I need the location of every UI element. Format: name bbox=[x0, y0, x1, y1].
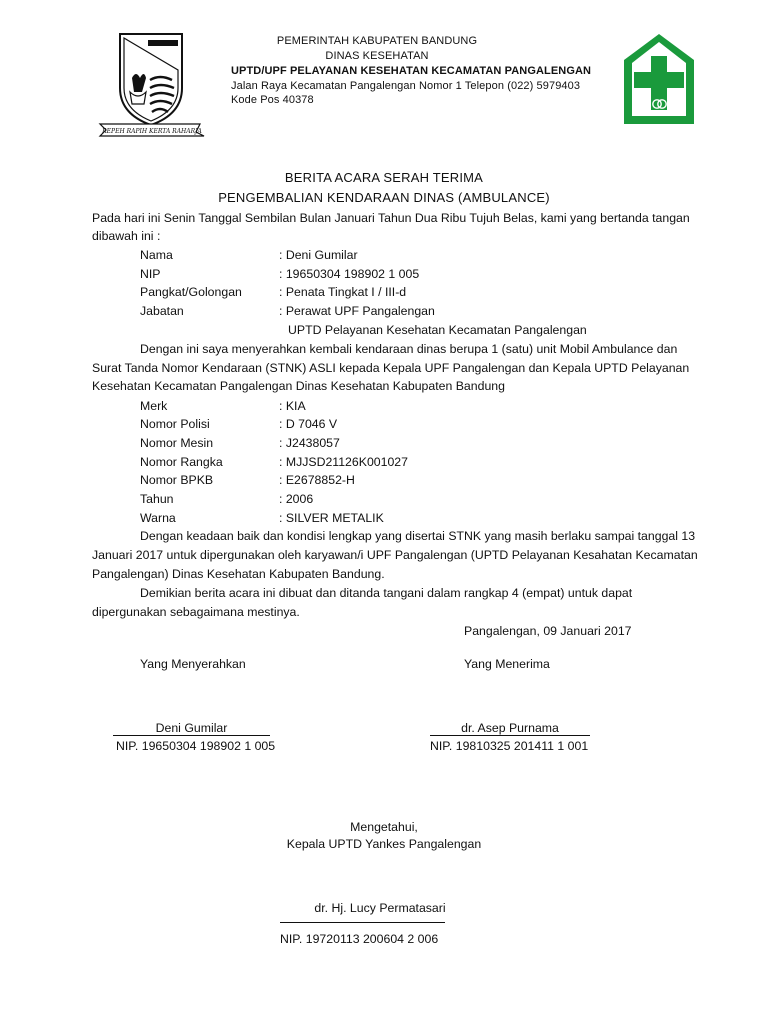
vehicle-label-warna: Warna bbox=[140, 511, 176, 525]
vehicle-value-nomor-polisi: : D 7046 V bbox=[279, 417, 338, 431]
vehicle-label-tahun: Tahun bbox=[140, 492, 174, 506]
paragraph2-line3: Pangalengan) Dinas Kesehatan Kabupaten Bandung. bbox=[92, 567, 385, 581]
intro-line1: Pada hari ini Senin Tanggal Sembilan Bulan Januari Tahun Dua Ribu Tujuh Belas, kami yang bertanda tangan bbox=[92, 211, 690, 225]
signer-left-nip: NIP. 19650304 198902 1 005 bbox=[116, 739, 276, 753]
document-title-line1: BERITA ACARA SERAH TERIMA bbox=[284, 170, 484, 185]
paragraph3-line1: Demikian berita acara ini dibuat dan ditanda tangani dalam rangkap 4 (empat) untuk dapat bbox=[140, 586, 633, 600]
intro-line2: dibawah ini : bbox=[92, 229, 161, 243]
field-value-nama: : Deni Gumilar bbox=[279, 248, 358, 262]
vehicle-value-merk: : KIA bbox=[279, 399, 306, 413]
header-line-pemerintah: PEMERINTAH KABUPATEN BANDUNG bbox=[276, 35, 478, 47]
place-date: Pangalengan, 09 Januari 2017 bbox=[464, 624, 632, 638]
field-label-nip: NIP bbox=[140, 267, 161, 281]
head-signature-line bbox=[280, 922, 445, 923]
header-line-address: Jalan Raya Kecamatan Pangalengan Nomor 1 Telepon (022) 5979403 bbox=[231, 80, 581, 92]
vehicle-value-warna: : SILVER METALIK bbox=[279, 511, 384, 525]
field-value-pangkat: : Penata Tingkat I / III-d bbox=[279, 285, 407, 299]
field-label-jabatan: Jabatan bbox=[140, 304, 184, 318]
paragraph1-line3: Kesehatan Kecamatan Pangalengan Dinas Kesehatan Kabupaten Bandung bbox=[92, 379, 505, 393]
acknowledged-role: Kepala UPTD Yankes Pangalengan bbox=[286, 837, 482, 851]
logo-motto: REPEH RAPIH KERTA RAHARJA bbox=[102, 128, 202, 135]
vehicle-value-nomor-bpkb: : E2678852-H bbox=[279, 473, 355, 487]
vehicle-label-nomor-rangka: Nomor Rangka bbox=[140, 455, 223, 469]
document-title-line2: PENGEMBALIAN KENDARAAN DINAS (AMBULANCE) bbox=[218, 190, 550, 205]
paragraph2-line1: Dengan keadaan baik dan kondisi lengkap yang disertai STNK yang masih berlaku sampai tanggal 13 bbox=[140, 529, 696, 543]
signer-right-nip: NIP. 19810325 201411 1 001 bbox=[430, 739, 589, 753]
vehicle-value-tahun: : 2006 bbox=[279, 492, 314, 506]
field-value-jabatan: : Perawat UPF Pangalengan bbox=[279, 304, 435, 318]
signer-left-role: Yang Menyerahkan bbox=[140, 657, 246, 671]
vehicle-value-nomor-mesin: : J2438057 bbox=[279, 436, 340, 450]
signer-right-name: dr. Asep Purnama bbox=[430, 721, 590, 736]
paragraph1-line1: Dengan ini saya menyerahkan kembali kendaraan dinas berupa 1 (satu) unit Mobil Ambulance dan bbox=[140, 342, 678, 356]
header-line-dinas: DINAS KESEHATAN bbox=[325, 50, 429, 62]
vehicle-label-nomor-mesin: Nomor Mesin bbox=[140, 436, 214, 450]
header-line-uptd: UPTD/UPF PELAYANAN KESEHATAN KECAMATAN PANGALENGAN bbox=[231, 65, 592, 77]
paragraph3-line2: dipergunakan sebagaimana mestinya. bbox=[92, 605, 300, 619]
paragraph2-line2: Januari 2017 untuk dipergunakan oleh karyawan/i UPF Pangalengan (UPTD Pelayanan Kesahatan Kecamatan bbox=[92, 548, 698, 562]
kabupaten-bandung-logo bbox=[92, 30, 212, 138]
vehicle-value-nomor-rangka: : MJJSD21126K001027 bbox=[279, 455, 408, 469]
paragraph1-line2: Surat Tanda Nomor Kendaraan (STNK) ASLI kepada Kepala UPF Pangalengan dan Kepala UPTD Pelayanan bbox=[92, 361, 690, 375]
head-nip: NIP. 19720113 200604 2 006 bbox=[280, 932, 439, 946]
vehicle-label-nomor-bpkb: Nomor BPKB bbox=[140, 473, 214, 487]
acknowledged-label: Mengetahui, bbox=[350, 820, 418, 834]
head-name: dr. Hj. Lucy Permatasari bbox=[314, 901, 446, 915]
signer-left-name: Deni Gumilar bbox=[113, 721, 270, 736]
puskesmas-logo bbox=[622, 32, 696, 126]
field-value-nip: : 19650304 198902 1 005 bbox=[279, 267, 420, 281]
vehicle-label-merk: Merk bbox=[140, 399, 168, 413]
header-line-postcode: Kode Pos 40378 bbox=[231, 94, 314, 106]
field-value-jabatan-continued: UPTD Pelayanan Kesehatan Kecamatan Pangalengan bbox=[288, 323, 587, 337]
field-label-nama: Nama bbox=[140, 248, 173, 262]
signer-right-role: Yang Menerima bbox=[464, 657, 550, 671]
vehicle-label-nomor-polisi: Nomor Polisi bbox=[140, 417, 210, 431]
field-label-pangkat: Pangkat/Golongan bbox=[140, 285, 242, 299]
